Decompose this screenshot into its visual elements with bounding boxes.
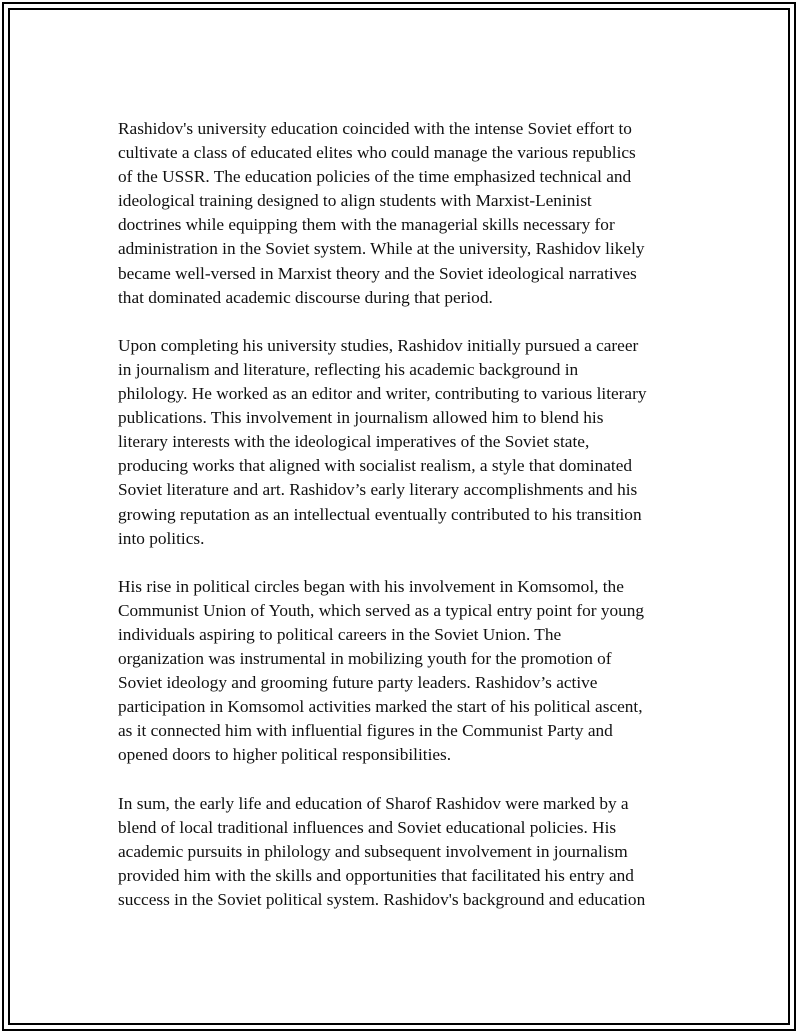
text-line: of the USSR. The education policies of the time emphasized technical and <box>118 167 632 187</box>
text-line: literary interests with the ideological imperatives of the Soviet state, <box>118 432 590 452</box>
text-line: blend of local traditional influences and Soviet educational policies. His <box>118 817 617 837</box>
text-line: In sum, the early life and education of Sharof Rashidov were marked by a <box>118 793 629 813</box>
text-line: organization was instrumental in mobilizing youth for the promotion of <box>118 649 612 669</box>
text-line: growing reputation as an intellectual eventually contributed to his transition <box>118 504 642 524</box>
text-line: Soviet literature and art. Rashidov’s early literary accomplishments and his <box>118 480 638 500</box>
text-line: cultivate a class of educated elites who could manage the various republics <box>118 143 636 163</box>
text-line: doctrines while equipping them with the managerial skills necessary for <box>118 215 615 235</box>
paragraph-journalism-career <box>118 334 684 551</box>
text-line: success in the Soviet political system. Rashidov's background and education <box>118 890 646 909</box>
text-line: producing works that aligned with socialist realism, a style that dominated <box>118 456 633 476</box>
text-line: administration in the Soviet system. While at the university, Rashidov likely <box>118 239 645 259</box>
text-line: became well-versed in Marxist theory and the Soviet ideological narratives <box>118 263 637 283</box>
paragraph-university-education <box>118 117 684 310</box>
text-line: Soviet ideology and grooming future party leaders. Rashidov’s active <box>118 673 598 693</box>
text-line: academic pursuits in philology and subsequent involvement in journalism <box>118 841 628 861</box>
text-line: His rise in political circles began with his involvement in Komsomol, the <box>118 576 624 596</box>
text-line: Rashidov's university education coincided with the intense Soviet effort to <box>118 119 632 138</box>
text-line: in journalism and literature, reflecting his academic background in <box>118 359 579 379</box>
text-line: publications. This involvement in journalism allowed him to blend his <box>118 408 604 428</box>
text-line: ideological training designed to align students with Marxist-Leninist <box>118 191 592 211</box>
paragraph-summary <box>118 792 684 912</box>
text-line: individuals aspiring to political careers in the Soviet Union. The <box>118 624 562 644</box>
paragraph-komsomol <box>118 575 684 768</box>
document-body <box>118 117 684 936</box>
text-line: opened doors to higher political responsibilities. <box>118 745 452 765</box>
text-line: Upon completing his university studies, Rashidov initially pursued a career <box>118 335 639 355</box>
text-line: participation in Komsomol activities marked the start of his political ascent, <box>118 697 643 717</box>
text-line: that dominated academic discourse during that period. <box>118 287 493 307</box>
text-line: provided him with the skills and opportunities that facilitated his entry and <box>118 865 634 885</box>
text-line: as it connected him with influential figures in the Communist Party and <box>118 721 613 741</box>
text-line: Communist Union of Youth, which served as a typical entry point for young <box>118 600 645 620</box>
text-line: philology. He worked as an editor and writer, contributing to various literary <box>118 384 647 404</box>
text-line: into politics. <box>118 528 205 548</box>
